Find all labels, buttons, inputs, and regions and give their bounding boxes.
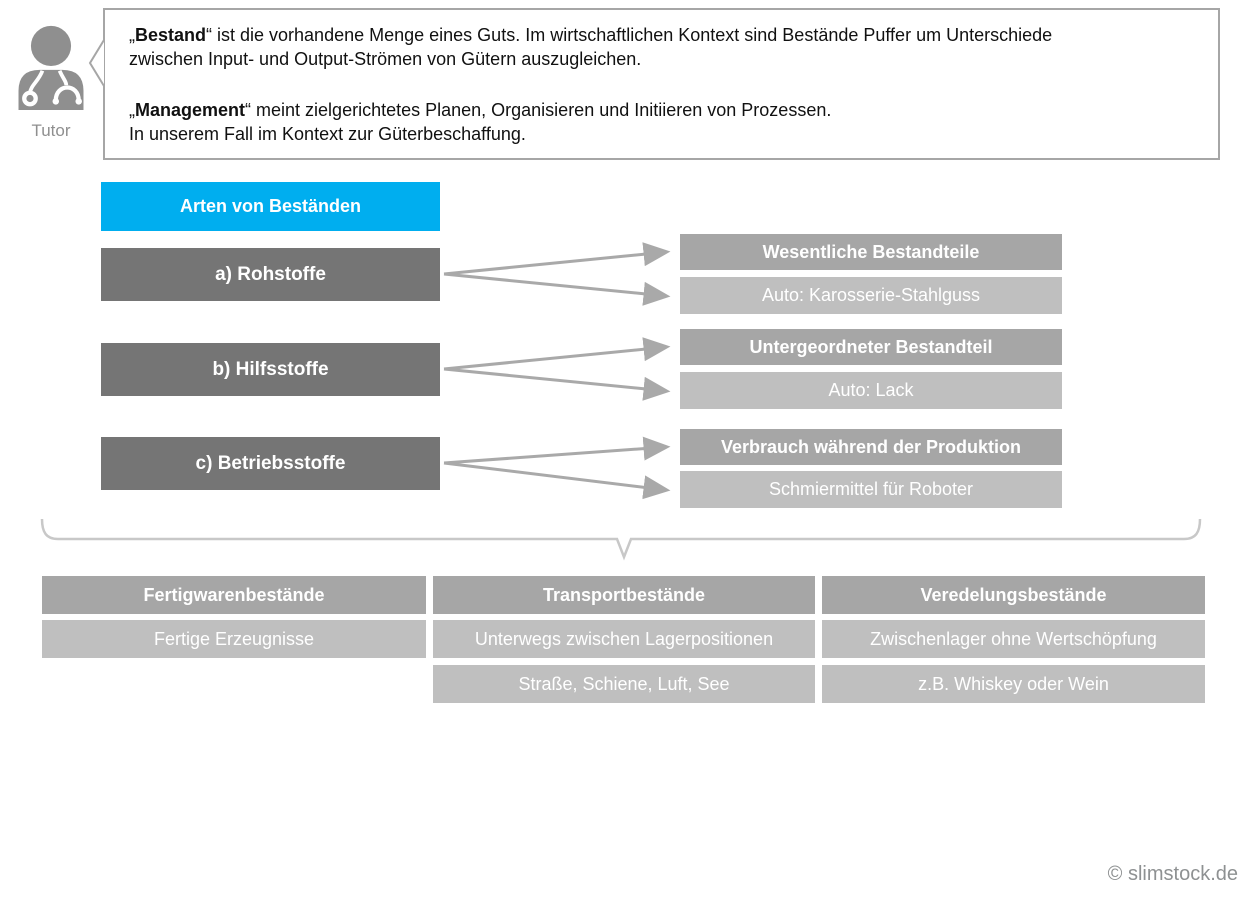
copyright-watermark: © slimstock.de (1107, 863, 1238, 885)
bottom-row-unterwegs: Unterwegs zwischen Lagerpositionen (433, 620, 815, 658)
bottom-row-strasse-schiene: Straße, Schiene, Luft, See (433, 665, 815, 703)
definition-text-line2: zwischen Input- und Output-Strömen von Gütern auszugleichen. (129, 49, 642, 69)
type-box-hilfsstoffe: b) Hilfsstoffe (101, 343, 440, 396)
type-box-rohstoffe: a) Rohstoffe (101, 248, 440, 301)
detail-title-rohstoffe: Wesentliche Bestandteile (680, 234, 1062, 270)
bottom-title-veredelungsbestaende: Veredelungsbestände (822, 576, 1205, 614)
detail-example-rohstoffe: Auto: Karosserie-Stahlguss (680, 277, 1062, 314)
bottom-row-whiskey-wein: z.B. Whiskey oder Wein (822, 665, 1205, 703)
term-bestand: Bestand (135, 25, 207, 45)
bubble-paragraph-definition-management (129, 98, 1208, 146)
term-management: Management (135, 100, 246, 120)
detail-example-betriebsstoffe: Schmiermittel für Roboter (680, 471, 1062, 508)
bottom-row-zwischenlager: Zwischenlager ohne Wertschöpfung (822, 620, 1205, 658)
bottom-title-fertigwarenbestaende: Fertigwarenbestände (42, 576, 426, 614)
connector-arrows (444, 252, 666, 490)
speech-bubble (103, 8, 1220, 160)
quote-mark: „ (129, 25, 135, 45)
bubble-paragraph-definition-bestand (129, 23, 1208, 71)
tutor (8, 22, 94, 141)
diagram-header-arten-von-bestaenden: Arten von Beständen (101, 182, 440, 231)
detail-example-hilfsstoffe: Auto: Lack (680, 372, 1062, 409)
definition-text: “ ist die vorhandene Menge eines Guts. Im wirtschaftlichen Kontext sind Bestände Puffer um Unterschiede (206, 25, 1053, 45)
speech-bubble-text (129, 23, 1208, 146)
tutor-label: Tutor (31, 121, 71, 140)
detail-title-hilfsstoffe: Untergeordneter Bestandteil (680, 329, 1062, 365)
speech-bubble-tail (87, 39, 105, 89)
tutor-doctor-icon (8, 22, 94, 110)
definition-text: “ meint zielgerichtetes Planen, Organisieren und Initiieren von Prozessen. (245, 100, 832, 120)
type-box-betriebsstoffe: c) Betriebsstoffe (101, 437, 440, 490)
bottom-row-fertige-erzeugnisse: Fertige Erzeugnisse (42, 620, 426, 658)
detail-title-betriebsstoffe: Verbrauch während der Produktion (680, 429, 1062, 465)
grouping-bracket (42, 519, 1200, 557)
definition-text-line2: In unserem Fall im Kontext zur Güterbeschaffung. (129, 124, 526, 144)
bottom-title-transportbestaende: Transportbestände (433, 576, 815, 614)
quote-mark: „ (129, 100, 135, 120)
